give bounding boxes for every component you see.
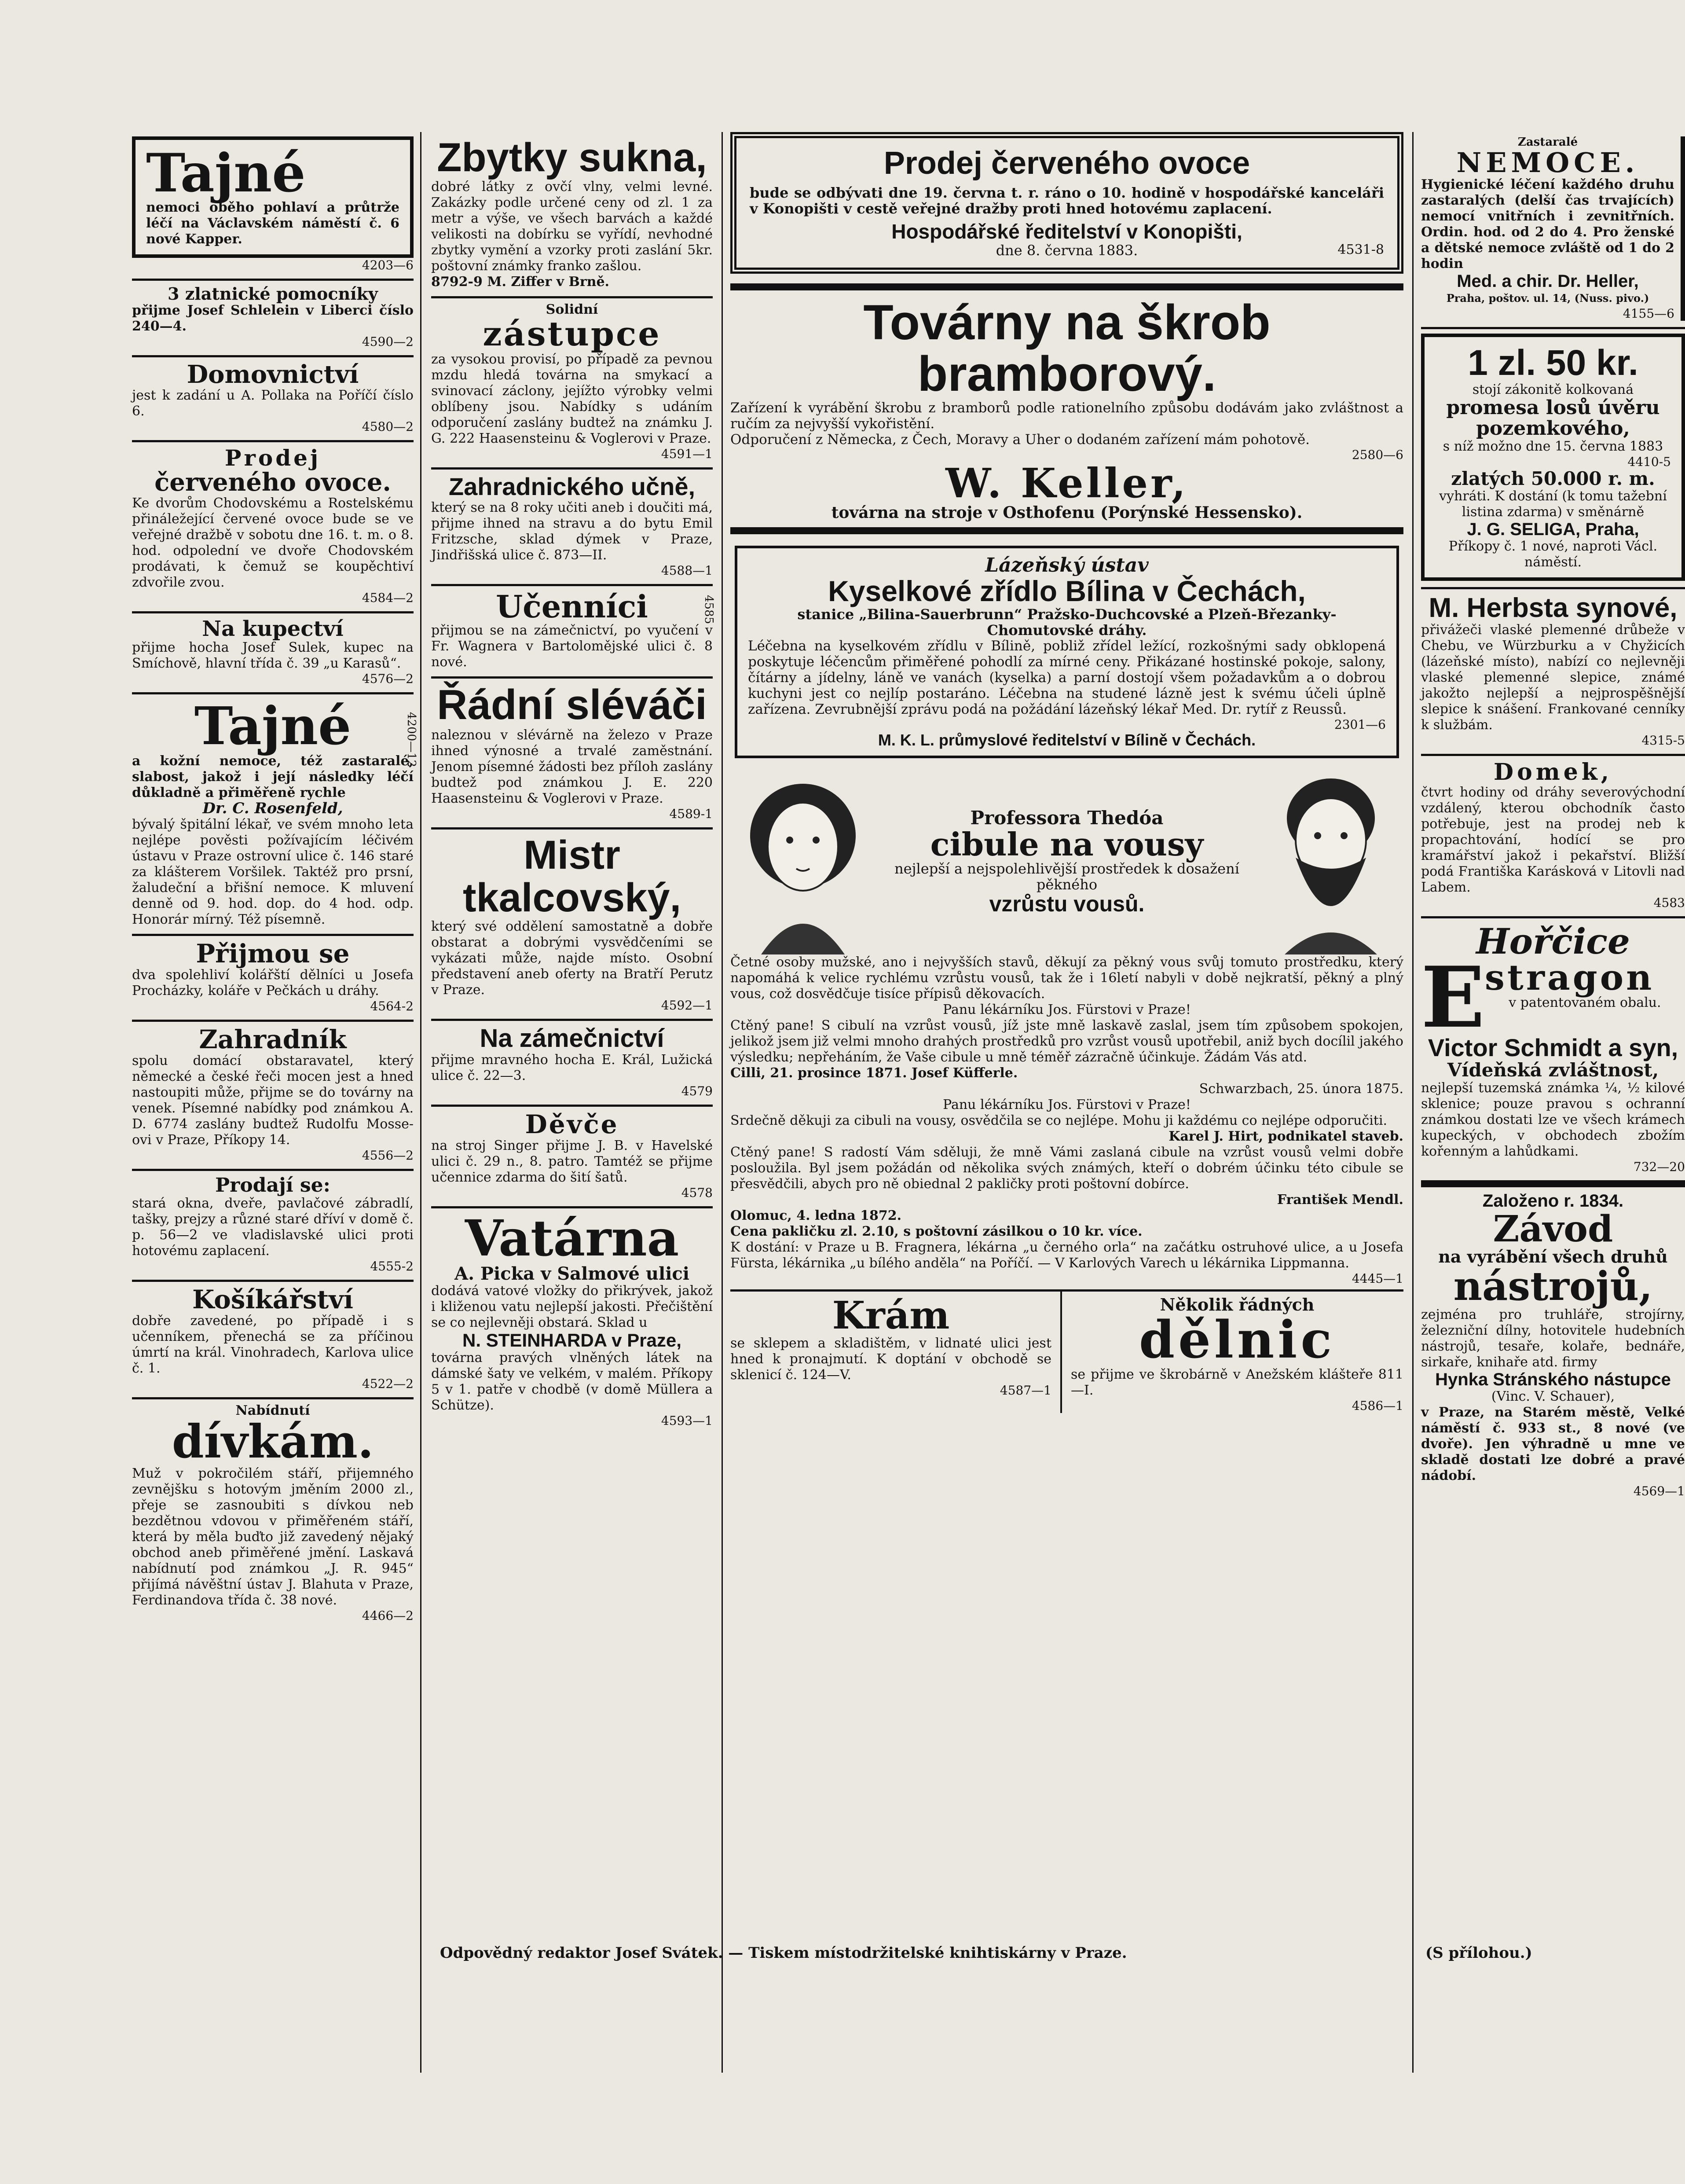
ad-body: jest k zadání u A. Pollaka na Poříčí číslo 6. bbox=[132, 387, 414, 419]
ad-kram bbox=[730, 1292, 1062, 1413]
ad-title: Na kupectví bbox=[202, 616, 344, 641]
ad-title: Vatárna bbox=[465, 1209, 679, 1267]
ad-lead: nejlepší a nejspolehlivější prostředek k dosažení pěkného bbox=[894, 860, 1239, 893]
ad-title: Professora Thedóa bbox=[970, 807, 1164, 829]
ad-title: Prodej bbox=[224, 444, 321, 471]
ad-body: přijme hocha Josef Sulek, kupec na Smíchově, hlavní třída č. 39 „u Karasů“. bbox=[132, 640, 414, 672]
ad-side-number: 4585 bbox=[702, 595, 715, 624]
ad-number: 4578 bbox=[681, 1185, 713, 1200]
ad-body: Hygienické léčení každého druhu zastaralých (delší čas trvajících) nemocí vnitřních i zevnitřních. Ordin. hod. od 2 do 4. Pro ženské a dětské nemoce zvláště od 1 do 2 hodin bbox=[1421, 177, 1674, 272]
ad-title: Děvče bbox=[525, 1109, 619, 1140]
ad-office: Hospodářské ředitelství v Konopišti, bbox=[891, 220, 1242, 243]
ad-prijmou bbox=[132, 936, 414, 1022]
ad-station: stanice „Bilina-Sauerbrunn“ Pražsko-Duchcovské a Plzeň-Březanky-Chomutovské dráhy. bbox=[797, 606, 1337, 639]
ad-body: Léčebna na kyselkovém zřídlu v Bílině, pobliž zřídel ležící, rozkošnými sady obklopená poskytuje léčencům přiměřené pohodlí za mírné ceny. Přikázané hostinské pokoje, salony, čítárny a jídelny, láně ve vanách (kyselka) a parní dostojí všem požadavkům a o dobrou kuchyni jest co nejlíp postaráno. Léčebna na studené lázně jest k svému účeli úplně zařízena. Zevrubnější zprávu podá na požádání lázeňský lékař Med. Dr. rytíř z Reussů. bbox=[748, 638, 1386, 717]
ad-body: bude se odbývati dne 19. června t. r. ráno o 10. hodině v hospodářské kanceláři v Konopišti v cestě veřejné dražby proti hned hotovému zaplacení. bbox=[750, 184, 1384, 217]
ad-body: Zařízení k vyrábění škrobu z bramborů podle rationelního způsobu dodávám jako zvláštnost a ručím za nejvyšší vykořistění. bbox=[730, 400, 1403, 432]
ad-body: nemoci oběho pohlaví a průtrže léčí na Václavském náměstí č. 6 nové Kapper. bbox=[146, 200, 399, 247]
ad-letter-2: Srdečně děkuji za cibuli na vousy, osvědčila se co nejlépe. Mohu ji každému co nejlépe odporučiti. bbox=[730, 1112, 1388, 1128]
column-rule bbox=[420, 132, 421, 2073]
ad-name: Hynka Stránského nástupce bbox=[1435, 1370, 1671, 1390]
ad-letter-3-signature: František Mendl. bbox=[1277, 1192, 1403, 1208]
ad-title: Závod bbox=[1493, 1208, 1613, 1250]
ad-number: 4591—1 bbox=[661, 446, 713, 461]
ad-subtitle: cibule na vousy bbox=[930, 825, 1204, 863]
ad-body-2: v Praze, na Starém městě, Velké náměstí č. 933 st., 8 nové (ve dvoře). Jen výhradně u mne ve skladě dostati lze dobré a pravé nádobí. bbox=[1421, 1405, 1685, 1484]
newspaper-page bbox=[132, 132, 1685, 2077]
ad-name: W. Keller, bbox=[945, 459, 1188, 507]
ad-body: Četné osoby mužské, ano i nejvyšších stavů, děkují za pěkný vous svůj tomuto prostředku, který napomáhá k velice rychlému vzrůstu vousů, tak že i 16letí nabyli v době nejkratší, pěkný a plný vous, což dosvědčuje tisíce přípisů děkovacích. bbox=[730, 954, 1403, 1002]
ad-body: který se na 8 roky učiti aneb i doučiti má, přijme ihned na stravu a do bytu Emil Fritzsche, sklad dýmek v Praze, Jindřišská ulice č. 873—II. bbox=[431, 499, 713, 563]
ad-doctor: Dr. C. Rosenfeld, bbox=[202, 800, 343, 818]
column-rule bbox=[1412, 132, 1414, 2073]
ad-title: Zahradnického učně, bbox=[448, 472, 696, 500]
column-2 bbox=[431, 132, 713, 1434]
ad-name: Victor Schmidt a syn, bbox=[1428, 1033, 1678, 1061]
ad-number: 4579 bbox=[681, 1084, 713, 1099]
ad-title: Tajné bbox=[146, 142, 306, 204]
ad-ucennici bbox=[431, 586, 713, 679]
ad-body: za vysokou provisí, po případě za pevnou mzdu hledá továrna na smykací a svinovací záclony, jejížto výrobky velmi oblíbeny jsou. Nabídky s udáním odporučení zaslány budtež na známku J. G. 222 Haasensteinu & Voglerovi v Praze. bbox=[431, 351, 713, 446]
ad-number: 2301—6 bbox=[1334, 717, 1386, 732]
ad-successor: (Vinc. V. Schauer), bbox=[1491, 1389, 1615, 1405]
ad-number: 4593—1 bbox=[661, 1413, 713, 1428]
ad-kosikarstvi bbox=[132, 1282, 414, 1399]
ad-number: 732—20 bbox=[1633, 1159, 1685, 1174]
ad-prodej-ovoce bbox=[132, 442, 414, 613]
ad-devce bbox=[431, 1107, 713, 1208]
ad-body: přijme Josef Schlelein v Liberci číslo 240—4. bbox=[132, 302, 414, 334]
ad-drop-cap: E bbox=[1421, 948, 1485, 1046]
ad-prodaji bbox=[132, 1171, 414, 1282]
ad-bilina bbox=[735, 546, 1399, 758]
ad-title: Zastaralé bbox=[1517, 136, 1578, 149]
ad-cibule bbox=[730, 770, 1403, 1292]
ad-title: Továrny na škrob bramborový. bbox=[863, 294, 1271, 402]
ad-number: 4445—1 bbox=[1352, 1271, 1403, 1286]
ad-title: M. Herbsta synové, bbox=[1429, 592, 1678, 623]
ad-promesa bbox=[1421, 329, 1685, 589]
ad-subtitle-2: nástrojů, bbox=[1453, 1263, 1653, 1310]
ad-body: se sklepem a skladištěm, v lidnaté ulici jest hned k pronajmutí. K doptání v obchodě se sklenicí č. 124—V. bbox=[730, 1336, 1051, 1383]
ad-established: Založeno r. 1834. bbox=[1482, 1191, 1624, 1211]
ad-mistr-tkalcovsky bbox=[431, 830, 713, 1021]
ad-body: nejlepší tuzemská známka ¼, ½ kilové sklenice; pouze pravou s ochranní známkou dostati lze ve všech krámech kupeckých, v obchodech zbožím kořenným a lahůdkami. bbox=[1421, 1080, 1685, 1159]
ad-signature: 8792-9 M. Ziffer v Brně. bbox=[431, 274, 609, 290]
ad-body: spolu domácí obstaravatel, který německé a české řeči mocen jest a hned nastoupiti může, přijme se do továrny na venek. Písemné nabídky pod známkou A. D. 6774 zaslány budtež Rudolfu Mosse-ovi v Praze, Příkopy 14. bbox=[132, 1053, 414, 1148]
ad-tajne-kapper bbox=[132, 132, 414, 281]
ad-number: 4410-5 bbox=[1627, 454, 1671, 469]
ad-body: dodává vatové vložky do přikrývek, jakož i kliženou vatu nejlepší jakosti. Přečištění se co nejlevněji obstará. Sklad u bbox=[431, 1283, 713, 1330]
ad-zastupce bbox=[431, 298, 713, 470]
ad-body: se přijme ve škrobárně v Anežském klášteře 811—I. bbox=[1071, 1367, 1403, 1398]
ad-address: Příkopy č. 1 nové, naproti Václ. náměstí. bbox=[1448, 538, 1658, 570]
ad-body: stará okna, dveře, pavlačové zábradlí, tašky, prejzy a různé staré dříví v domě č. p. 56—2 ve vladislavské ulici proti hotovému zaplacení. bbox=[132, 1195, 414, 1259]
ad-title: Domek, bbox=[1493, 759, 1612, 786]
rule bbox=[730, 283, 1403, 290]
ad-title: Prodej červeného ovoce bbox=[883, 146, 1250, 181]
ad-number: 4576—2 bbox=[362, 672, 414, 686]
ad-number: 4203—6 bbox=[362, 258, 414, 272]
ad-nemoce-heller bbox=[1421, 132, 1685, 329]
ad-title: Košíkářství bbox=[192, 1284, 353, 1314]
column-rule bbox=[722, 132, 723, 2073]
ad-body: přijme mravného hocha E. Král, Lužická ulice č. 22—3. bbox=[431, 1052, 713, 1084]
ad-number: 4589-1 bbox=[669, 806, 713, 821]
ad-body: dva spolehliví kolářští dělníci u Josefa Procházky, koláře v Pečkách u dráhy. bbox=[132, 967, 414, 998]
ad-pomocniky bbox=[132, 281, 414, 357]
ad-zahradnickeho-ucne bbox=[431, 470, 713, 586]
ad-number: 4522—2 bbox=[362, 1376, 414, 1391]
ad-title: Řádní sléváči bbox=[437, 681, 707, 729]
ad-subtitle: na vyrábění všech druhů bbox=[1438, 1246, 1668, 1266]
ad-zbytky-sukna bbox=[431, 132, 713, 298]
ad-title: Tajné bbox=[194, 695, 352, 757]
ad-number: 4580—2 bbox=[362, 419, 414, 434]
ad-name: J. G. SELIGA, Praha, bbox=[1467, 519, 1639, 539]
ad-subtitle: zástupce bbox=[483, 314, 661, 354]
ad-letter-2-header: Schwarzbach, 25. února 1875. bbox=[1199, 1081, 1403, 1097]
ad-title: Hořčice bbox=[1476, 920, 1630, 962]
ad-subtitle: červeného ovoce. bbox=[154, 468, 391, 497]
ad-title: Několik řádných bbox=[1160, 1294, 1315, 1314]
ad-domek bbox=[1421, 756, 1685, 918]
ad-name: Med. a chir. Dr. Heller, bbox=[1457, 272, 1639, 291]
ad-title: Zbytky sukna, bbox=[437, 135, 707, 180]
ad-prize: zlatých 50.000 r. m. bbox=[1451, 467, 1655, 489]
ad-letter-2-signature: Karel J. Hirt, podnikatel staveb. bbox=[1169, 1128, 1403, 1144]
ad-number: 4531-8 bbox=[1337, 242, 1384, 257]
ad-number: 4586—1 bbox=[1352, 1398, 1403, 1413]
ad-body-2: bývalý špitální lékař, ve svém mnoho leta nejlépe pověsti požívajícím léčivém ústavu v Praze ostrovní ulice č. 146 staré za klášterem Voršilek. Taktéž pro prsní, žaludeční a břišní nemoce. K mluvení denně od 9. hod. dop. do 4 hod. odp. Honorár mírný. Též písemně. bbox=[132, 816, 414, 927]
ad-address: továrna na stroje v Osthofenu (Porýnské Hessensko). bbox=[831, 503, 1303, 522]
ad-address: Praha, poštov. ul. 14, (Nuss. pivo.) bbox=[1446, 292, 1649, 305]
rule bbox=[730, 527, 1403, 534]
ad-number: 4583 bbox=[1653, 895, 1685, 910]
ad-body-2: Odporučení z Německa, z Čech, Moravy a Uher o dodaném zařízení mám pohotově. bbox=[730, 432, 1310, 448]
ad-body-2: továrna pravých vlněných látek na dámské šaty ve velkém, v malém. Příkopy 5 v 1. patře v chodbě (v domě Müllera a Schütze). bbox=[431, 1350, 713, 1413]
ad-tajne-rosenfeld bbox=[132, 694, 418, 936]
ad-number: 4555-2 bbox=[370, 1259, 414, 1274]
ad-zahradnik bbox=[132, 1022, 414, 1171]
ad-ovoce-konopiste bbox=[730, 132, 1403, 274]
ad-skrob bbox=[730, 294, 1403, 522]
ad-body: dobré látky z ovčí vlny, velmi levné. Zakázky podle určené ceny od zl. 1 za metr a výše, ve všech barvách a každé velikosti na dobírku se vyřídí, nevhodné zbytky vymění a vzorky proti zaslání 5kr. poštovní známky franko zašlou. bbox=[431, 179, 713, 274]
ad-title: Učenníci bbox=[496, 588, 648, 625]
ad-subtitle: Kyselkové zřídlo Bílina v Čechách, bbox=[828, 574, 1306, 607]
ad-body: Muž v pokročilém stáří, přijemného zevnějšku s hotovým jměním 2000 zl., přeje se zasnoubiti s dívkou neb bezdětnou vdovou v přiměřeném stáří, která by měla buďto již zavedený nějaký obchod aneb přiměřené jmění. Laskavá nabídnutí pod známkou „J. R. 945“ přijímá návěštní ústav J. Blahuta v Praze, Ferdinandova třída č. 38 nové. bbox=[132, 1465, 414, 1608]
ad-number: 4587—1 bbox=[1000, 1383, 1051, 1398]
page-footer: Odpovědný redaktor Josef Svátek. — Tiskem místodržitelské knihtiskárny v Praze. bbox=[440, 1944, 1127, 1962]
ad-body: naleznou v slévárně na železo v Praze ihned výnosné a trvalé zaměstnání. Jenom písemné žádosti bez příloh zaslány budtež pod známkou J. E. 220 Haasensteinu & Voglerovi v Praze. bbox=[431, 727, 713, 806]
ad-number: 4584—2 bbox=[362, 590, 414, 605]
ad-signature: M. K. L. průmyslové ředitelství v Bílině v Čechách. bbox=[878, 730, 1256, 749]
ad-slevaci bbox=[431, 679, 713, 830]
ad-delnic bbox=[1062, 1292, 1403, 1413]
ad-zamecnictvi bbox=[431, 1021, 713, 1107]
ad-subtitle: A. Picka v Salmové ulici bbox=[454, 1263, 689, 1284]
ad-title: Přijmou se bbox=[196, 938, 350, 969]
ad-title: 3 zlatnické pomocníky bbox=[168, 284, 378, 304]
woman-portrait-icon bbox=[730, 770, 875, 954]
ad-side-number: 4200—12 bbox=[405, 712, 418, 767]
supplement-note: (S přílohou.) bbox=[1425, 1944, 1532, 1962]
column-1 bbox=[132, 132, 418, 1629]
ad-body: a kožní nemoce, též zastaralé, slabost, jakož i její následky léčí důkladně a přiměřeně rychle bbox=[132, 753, 414, 801]
ad-body: který své oddělení samostatně a dobře obstarat a dobrými vysvědčeními se vykázati může, najde místo. Osobní představení aneb oferty na Bratří Perutz v Praze. bbox=[431, 919, 713, 998]
ad-horcice bbox=[1421, 918, 1685, 1187]
ad-title: Nabídnutí bbox=[235, 1402, 310, 1418]
ad-divkam bbox=[132, 1399, 414, 1629]
ad-title: Zahradník bbox=[199, 1024, 347, 1054]
ad-name: N. STEINHARDA v Praze, bbox=[462, 1329, 681, 1351]
ad-title: 1 zl. 50 kr. bbox=[1468, 343, 1638, 383]
ad-subtitle: NEMOCE. bbox=[1456, 147, 1639, 179]
ad-title: Prodají se: bbox=[215, 1174, 330, 1197]
ad-letter-1-signature: Cilli, 21. prosince 1871. Josef Küfferle. bbox=[730, 1065, 1018, 1081]
ad-zavod bbox=[1421, 1187, 1685, 1505]
ad-number: 4592—1 bbox=[661, 998, 713, 1013]
ad-number: 4569—1 bbox=[1633, 1484, 1685, 1499]
ad-title: Domovnictví bbox=[187, 360, 359, 389]
ad-body: přivážeči vlaské plemenné drůbeže v Chebu, ve Würzburku a v Chyžicích (lázeňské místo), nabízí co nejlevněji vlaské plemenné slepice, známé jakožto nejlepší a nejprospěšnější slepice k snášení. Frankované cenníky k službám. bbox=[1421, 622, 1685, 733]
ad-number: 4155—6 bbox=[1623, 306, 1674, 321]
ad-subtitle: dělnic bbox=[1139, 1310, 1335, 1370]
ad-letter-1-address: Panu lékárníku Jos. Fürstovi v Praze! bbox=[943, 1002, 1191, 1017]
ad-title: Na zámečnictví bbox=[480, 1024, 664, 1053]
ad-letter-1: Ctěný pane! S cibulí na vzrůst vousů, jíž jste mně laskavě zaslal, jsem tím způsobem spokojen, jelikož jsem již velmi mnoho drahých prostředků pro vzrůst vousů upotřebil, aniž bych docílil jakého výsledku; nepřeháním, že Vaše cibule u mně téměř zázračně účinkuje. Žádám Vás atd. bbox=[730, 1017, 1403, 1065]
ad-number: 4564-2 bbox=[370, 998, 414, 1013]
ad-body: stojí zákonitě kolkovaná bbox=[1472, 382, 1634, 398]
ad-number: 4466—2 bbox=[362, 1608, 414, 1623]
ad-letter-3: Ctěný pane! S radostí Vám sděluji, že mně Vámi zaslaná cibule na vzrůst vousů velmi dobře posloužila. Byl jsem požádán od několika svých známých, kteří o dobrém účinku této cibule se přesvědčili, abych pro ně obiednal 2 pakličky proti poštovní dobírce. bbox=[730, 1144, 1403, 1192]
ad-number: 4590—2 bbox=[362, 334, 414, 349]
ad-vatarna bbox=[431, 1208, 713, 1434]
ad-body: zejména pro truhláře, strojírny, železniční dílny, hotovitele hudebních nástrojů, tesaře, kolaře, bednáře, sirkaře, knihaře atd. firmy bbox=[1421, 1307, 1685, 1370]
ad-kupectvi bbox=[132, 613, 414, 694]
ad-title: Lázeňský ústav bbox=[985, 554, 1149, 577]
ad-body: přijmou se na zámečnictví, po vyučení v Fr. Wagnera v Bartolomějské ulici č. 8 nové. bbox=[431, 623, 713, 670]
ad-body: dobře zavedené, po případě i s učenníkem, přenechá se za příčinou úmrtí na král. Vinohradech, Karlova ulice č. 1. bbox=[132, 1313, 414, 1376]
ad-body-3: vyhráti. K dostání (k tomu tažební listina zdarma) v směnárně bbox=[1439, 488, 1667, 520]
ad-number: 4315-5 bbox=[1641, 733, 1685, 748]
ad-number: 4556—2 bbox=[362, 1148, 414, 1163]
ad-title: Krám bbox=[832, 1293, 950, 1338]
ad-herbst bbox=[1421, 589, 1685, 756]
ad-number: 2580—6 bbox=[1352, 448, 1403, 462]
ad-number: 4588—1 bbox=[661, 563, 713, 578]
ad-availability: K dostání: v Praze u B. Fragnera, lékárna „u černého orla“ na začátku ostruhové ulice, a u Josefa Fürsta, lékárnika „u bílého anděla“ na Poříčí. — V Karlových Varech u lékárnika Lippmanna. bbox=[730, 1239, 1403, 1271]
ad-letter-2-address: Panu lékárníku Jos. Fürstovi v Praze! bbox=[943, 1097, 1191, 1112]
ad-packaging: v patentovaném obalu. bbox=[1509, 995, 1661, 1010]
ad-title: Mistr tkalcovský, bbox=[462, 832, 681, 920]
ad-body-2: s níž možno dne 15. června 1883 bbox=[1443, 438, 1663, 454]
ad-body: Ke dvorům Chodovskému a Rostelskému přináležející červené ovoce bude se ve veřejné dražbě v sobotu dne 16. t. m. o 8. hod. odpolední ve dvoře Chodovském prodávati, k čemuž se koupěchtiví zdvořile zvou. bbox=[132, 495, 414, 590]
ad-price: Cena pakličku zl. 2.10, s poštovní zásilkou o 10 kr. více. bbox=[730, 1223, 1143, 1239]
ad-letter-3-date: Olomuc, 4. ledna 1872. bbox=[730, 1208, 902, 1223]
bearded-man-portrait-icon bbox=[1258, 770, 1403, 954]
bottom-row bbox=[730, 1292, 1403, 1413]
ad-subtitle: dívkám. bbox=[172, 1414, 374, 1469]
ad-subtitle: stragon bbox=[1484, 956, 1655, 998]
ad-domovnictvi bbox=[132, 357, 414, 442]
column-4 bbox=[1421, 132, 1685, 1505]
ad-body: na stroj Singer přijme J. B. v Havelské ulici č. 29 n., 8. patro. Tamtéž se přijme učennice zdarma do šití šatů. bbox=[431, 1138, 713, 1185]
ad-subtitle: promesa losů úvěru pozemkového, bbox=[1446, 396, 1660, 440]
ad-subtitle-2: vzrůstu vousů. bbox=[989, 892, 1145, 917]
ad-specialty: Vídeňská zvláštnost, bbox=[1447, 1059, 1659, 1081]
ad-title: Solidní bbox=[546, 301, 598, 317]
ad-body: čtvrt hodiny od dráhy severovýchodní vzdálený, kterou obchodník často potřebuje, jest na prodej neb k propachtování, hodící se pro kramářství jakož i pekařství. Bližší podá Františka Karásková v Litovli nad Labem. bbox=[1421, 784, 1685, 895]
column-3 bbox=[730, 132, 1403, 1413]
ad-date: dne 8. června 1883. bbox=[996, 242, 1138, 259]
